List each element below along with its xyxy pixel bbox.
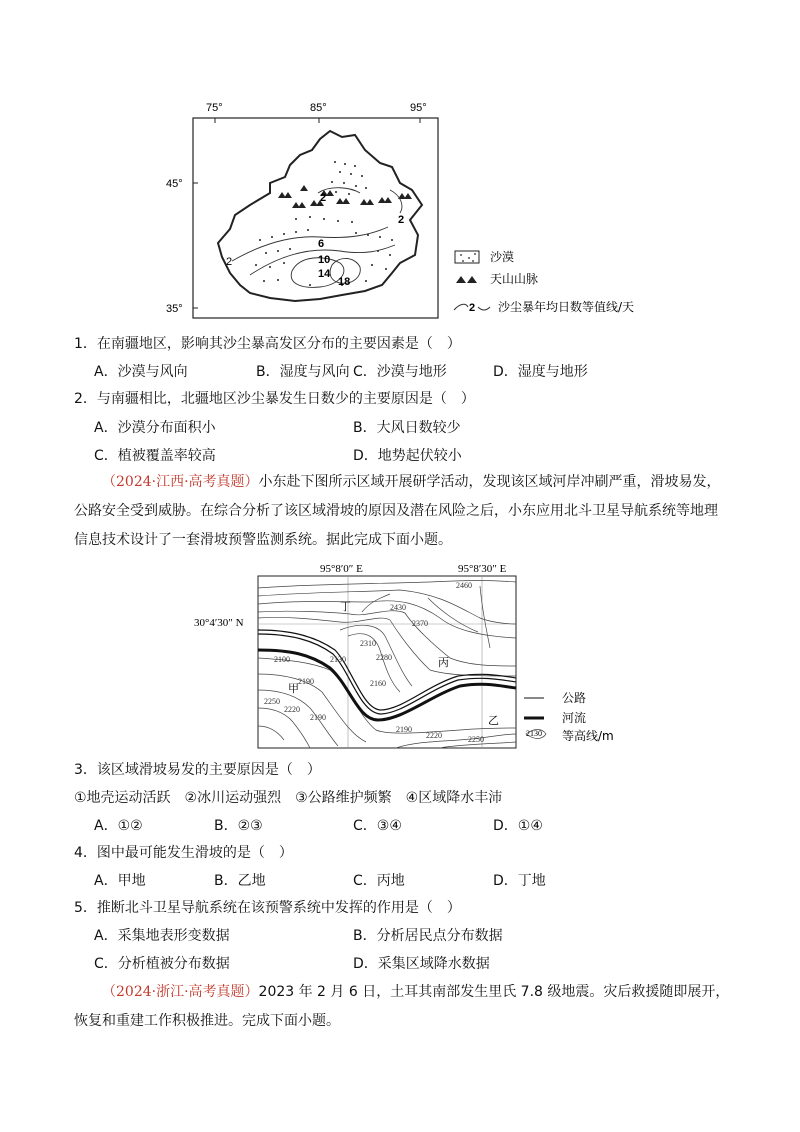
contour-label-10: 10 (318, 254, 331, 266)
intro-paragraph-2 (74, 978, 730, 1036)
q3-option-d[interactable]: D．①④ (493, 818, 543, 834)
contour-2280: 2280 (376, 653, 392, 662)
contour-2460: 2460 (456, 581, 472, 590)
place-ding: 丁 (340, 601, 351, 613)
contour-2130: 2130 (330, 655, 346, 664)
question-3-stem: 3．该区域滑坡易发的主要原因是（ ） (74, 762, 321, 778)
q4-option-c[interactable]: C．丙地 (353, 873, 405, 889)
q5-option-d[interactable]: D．采集区域降水数据 (353, 956, 490, 972)
legend-isoline-label: 沙尘暴年均日数等值线/天 (498, 300, 635, 314)
question-4-stem: 4．图中最可能发生滑坡的是（ ） (74, 845, 293, 861)
legend-road-label: 公路 (562, 691, 587, 705)
contour-2250b: 2250 (468, 735, 484, 744)
contour-label-18: 18 (338, 276, 351, 288)
desert-dots-north (331, 161, 367, 195)
contour-2220b: 2220 (426, 731, 442, 740)
contour-2190a: 2190 (298, 677, 314, 686)
q2-option-c[interactable]: C．植被覆盖率较高 (94, 448, 216, 464)
q2-option-b[interactable]: B．大风日数较少 (353, 420, 461, 436)
q5-option-a[interactable]: A．采集地表形变数据 (94, 928, 230, 944)
question-1-stem: 1．在南疆地区，影响其沙尘暴高发区分布的主要因素是（ ） (74, 336, 461, 352)
sandstorm-map-svg (160, 95, 640, 325)
q2-option-a[interactable]: A．沙漠分布面积小 (94, 420, 216, 436)
q1-option-d[interactable]: D．湿度与地形 (493, 364, 588, 380)
intro-1-text: 小东赴下图所示区域开展研学活动，发现该区域河岸冲刷严重，滑坡易发，公路安全受到威胁。在综合分析了该区域滑坡的原因及潜在风险之后，小东应用北斗卫星导航系统等地理信息技术设计了一套滑坡预警监测系统。据此完成下面小题。 (74, 474, 721, 548)
sandstorm-map (160, 95, 640, 325)
q5-option-b[interactable]: B．分析居民点分布数据 (353, 928, 503, 944)
contour-2220a: 2220 (284, 705, 300, 714)
lon-label-1: 95°8′0″ E (320, 563, 363, 575)
contour-label-2a: 2 (320, 192, 327, 204)
question-5-stem: 5．推断北斗卫星导航系统在该预警系统中发挥的作用是（ ） (74, 900, 461, 916)
lat-tick-35: 35° (166, 303, 183, 315)
legend-tianshan-label: 天山山脉 (490, 272, 539, 286)
map2-legend (524, 691, 614, 743)
contour-2370: 2370 (412, 619, 428, 628)
lon-tick-85: 85° (310, 102, 327, 114)
contour-label-2b: 2 (398, 214, 405, 226)
q3-option-c[interactable]: C．③④ (353, 818, 402, 834)
lon-tick-95: 95° (410, 102, 427, 114)
contour-label-2c: 2 (226, 256, 233, 268)
question-2-stem: 2．与南疆相比，北疆地区沙尘暴发生日数少的主要原因是（ ） (74, 391, 475, 407)
legend-contour-value: 2130 (526, 729, 542, 738)
q1-option-b[interactable]: B．湿度与风向 (256, 364, 350, 380)
topographic-map (190, 558, 660, 758)
q1-option-c[interactable]: C．沙漠与地形 (353, 364, 447, 380)
contour-2310: 2310 (360, 639, 376, 648)
intro-2-text: 2023 年 2 月 6 日，土耳其南部发生里氏 7.8 级地震。灾后救援随即展开，恢复和重建工作积极推进。完成下面小题。 (74, 984, 730, 1029)
contour-2190b: 2190 (310, 713, 326, 722)
legend-river-label: 河流 (562, 711, 587, 725)
q4-option-a[interactable]: A．甲地 (94, 873, 146, 889)
q3-option-b[interactable]: B．②③ (214, 818, 263, 834)
q4-option-b[interactable]: B．乙地 (214, 873, 266, 889)
place-jia: 甲 (288, 683, 299, 695)
q2-option-d[interactable]: D．地势起伏较小 (353, 448, 462, 464)
contour-2100: 2100 (274, 655, 290, 664)
map1-legend (454, 249, 634, 314)
lon-label-2: 95°8′30″ E (458, 563, 507, 575)
lat-label: 30°4′30″ N (194, 617, 244, 629)
contour-2430: 2430 (390, 603, 406, 612)
contour-2160: 2160 (370, 679, 386, 688)
contour-label-6: 6 (318, 238, 325, 250)
question-3-choices: ①地壳运动活跃 ②冰川运动强烈 ③公路维护频繁 ④区域降水丰沛 (74, 790, 503, 806)
place-bing: 丙 (438, 657, 449, 669)
lat-tick-45: 45° (166, 178, 183, 190)
intro-paragraph-1 (74, 468, 730, 555)
isolines (232, 188, 405, 288)
source-tag-jiangxi: （2024·江西·高考真题） (102, 474, 259, 490)
topographic-map-svg (190, 558, 660, 758)
q5-option-c[interactable]: C．分析植被分布数据 (94, 956, 230, 972)
contours-upper (258, 581, 516, 693)
contour-2190c: 2190 (396, 725, 412, 734)
q4-option-d[interactable]: D．丁地 (493, 873, 546, 889)
source-tag-zhejiang: （2024·浙江·高考真题） (102, 984, 259, 1000)
lon-tick-75: 75° (206, 102, 223, 114)
q3-option-a[interactable]: A．①② (94, 818, 143, 834)
contour-2250a: 2250 (264, 697, 280, 706)
legend-contour-label: 等高线/m (562, 729, 614, 743)
place-yi: 乙 (488, 715, 499, 727)
contour-label-14: 14 (318, 268, 331, 280)
legend-isoline-value: 2 (469, 302, 476, 314)
legend-desert-label: 沙漠 (490, 250, 515, 264)
q1-option-a[interactable]: A．沙漠与风向 (94, 364, 188, 380)
